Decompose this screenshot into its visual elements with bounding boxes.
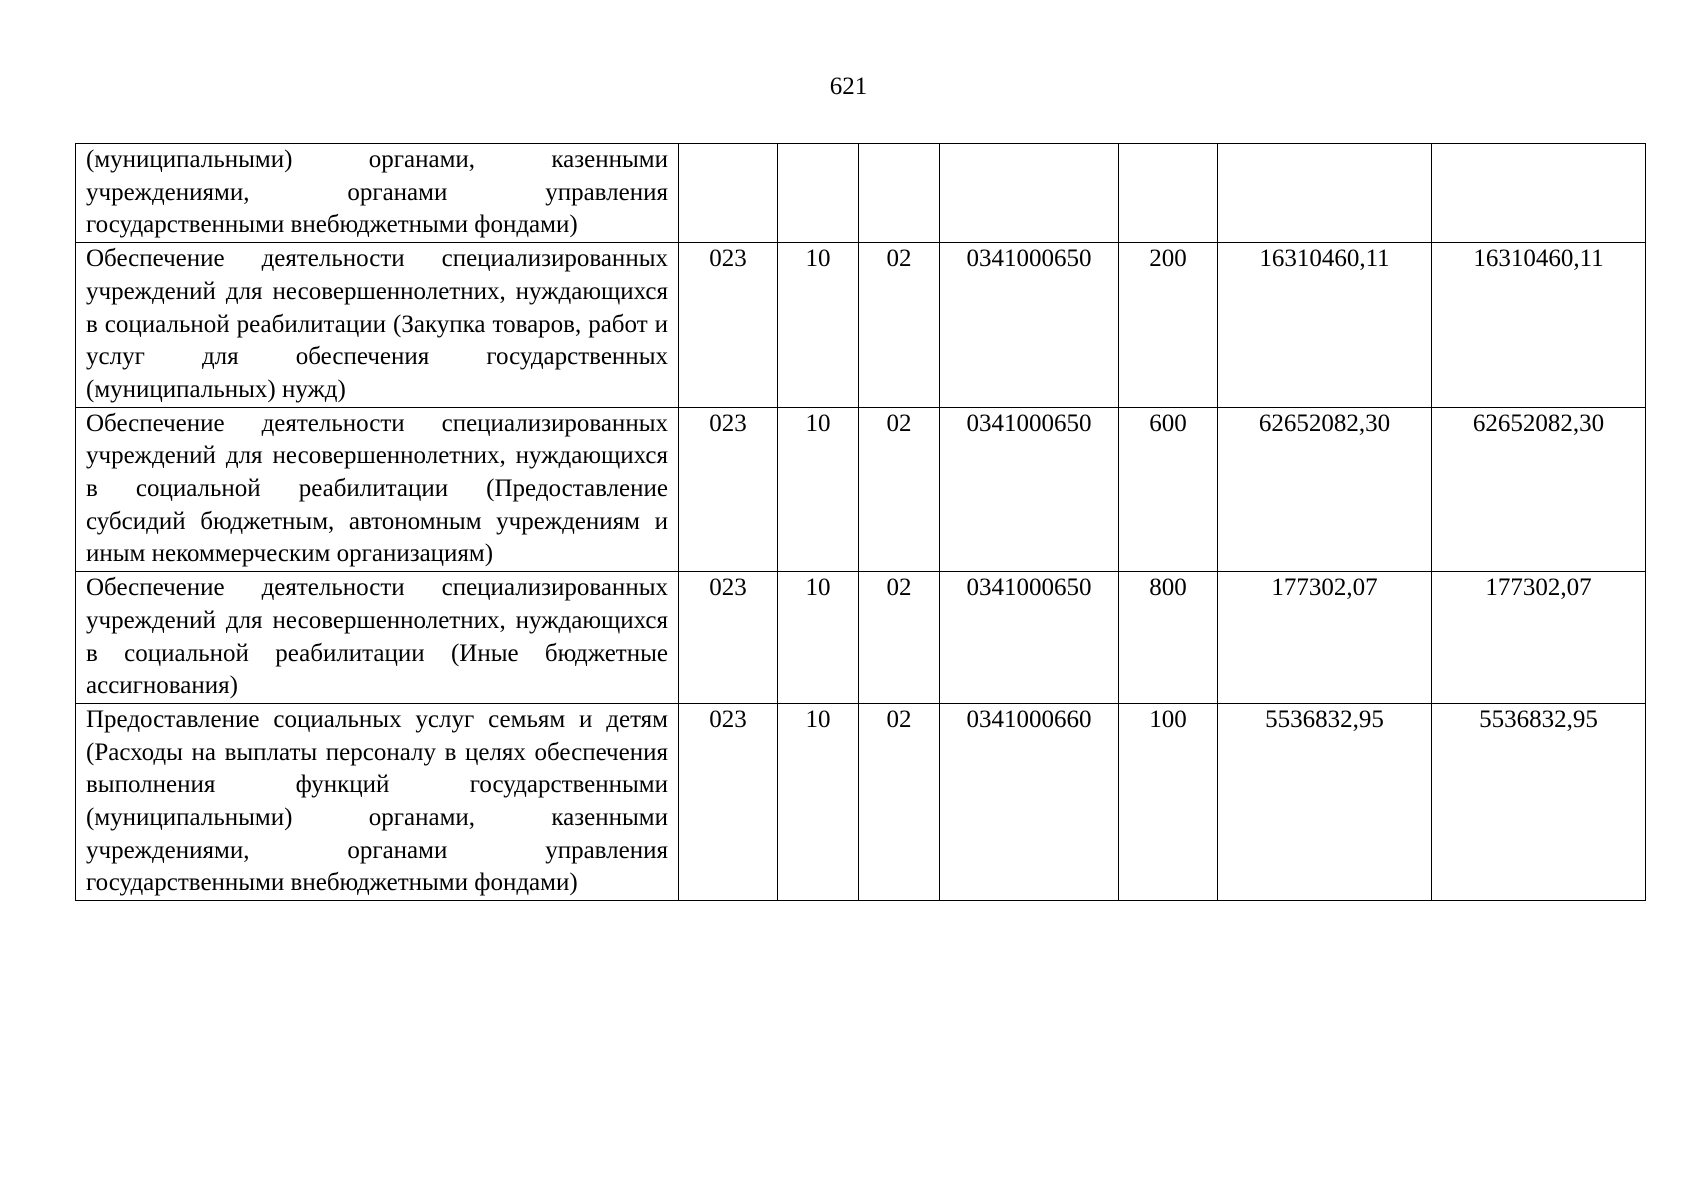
row-sum-planned: 5536832,95: [1218, 703, 1432, 900]
row-subsection-code: 02: [859, 703, 940, 900]
row-subsection-code: 02: [859, 407, 940, 572]
page-number: 621: [829, 73, 868, 100]
row-description: Обеспечение деятельности специализированных учреждений для несовершеннолетних, нуждающихся в социальной реабилитации (Предоставление субсидий бюджетным, автономным учреждениям и иным некоммерческим организациям): [76, 407, 679, 572]
row-expense-type-code: 600: [1119, 407, 1218, 572]
row-expense-type-code: [1119, 144, 1218, 243]
table-row: [76, 407, 1646, 572]
row-ministry-code: 023: [679, 407, 778, 572]
row-target-article-code: [940, 144, 1119, 243]
row-sum-executed: 16310460,11: [1432, 243, 1646, 408]
row-sum-executed: 5536832,95: [1432, 703, 1646, 900]
row-description: Обеспечение деятельности специализированных учреждений для несовершеннолетних, нуждающихся в социальной реабилитации (Закупка товаров, работ и услуг для обеспечения государственных (муниципальных) нужд): [76, 243, 679, 408]
row-description: (муниципальными) органами, казенными учреждениями, органами управления государственными внебюджетными фондами): [76, 144, 679, 243]
budget-table: [75, 143, 1646, 901]
row-ministry-code: [679, 144, 778, 243]
row-sum-planned: 62652082,30: [1218, 407, 1432, 572]
row-sum-executed: 62652082,30: [1432, 407, 1646, 572]
row-sum-planned: 177302,07: [1218, 572, 1432, 704]
row-subsection-code: 02: [859, 243, 940, 408]
table-row: [76, 144, 1646, 243]
row-sum-executed: [1432, 144, 1646, 243]
row-sum-executed: 177302,07: [1432, 572, 1646, 704]
row-subsection-code: 02: [859, 572, 940, 704]
table-row: [76, 572, 1646, 704]
row-target-article-code: 0341000650: [940, 407, 1119, 572]
row-section-code: 10: [778, 243, 859, 408]
row-sum-planned: [1218, 144, 1432, 243]
row-description: Обеспечение деятельности специализированных учреждений для несовершеннолетних, нуждающихся в социальной реабилитации (Иные бюджетные ассигнования): [76, 572, 679, 704]
row-sum-planned: 16310460,11: [1218, 243, 1432, 408]
row-expense-type-code: 800: [1119, 572, 1218, 704]
table-row: [76, 243, 1646, 408]
row-section-code: 10: [778, 572, 859, 704]
row-ministry-code: 023: [679, 572, 778, 704]
row-expense-type-code: 100: [1119, 703, 1218, 900]
row-description: Предоставление социальных услуг семьям и детям (Расходы на выплаты персоналу в целях обеспечения выполнения функций государственными (муниципальными) органами, казенными учреждениями, органами управления государственными внебюджетными фондами): [76, 703, 679, 900]
row-subsection-code: [859, 144, 940, 243]
row-ministry-code: 023: [679, 243, 778, 408]
row-target-article-code: 0341000650: [940, 572, 1119, 704]
table-row: [76, 703, 1646, 900]
row-ministry-code: 023: [679, 703, 778, 900]
row-target-article-code: 0341000660: [940, 703, 1119, 900]
row-target-article-code: 0341000650: [940, 243, 1119, 408]
row-section-code: 10: [778, 407, 859, 572]
row-section-code: [778, 144, 859, 243]
row-section-code: 10: [778, 703, 859, 900]
row-expense-type-code: 200: [1119, 243, 1218, 408]
